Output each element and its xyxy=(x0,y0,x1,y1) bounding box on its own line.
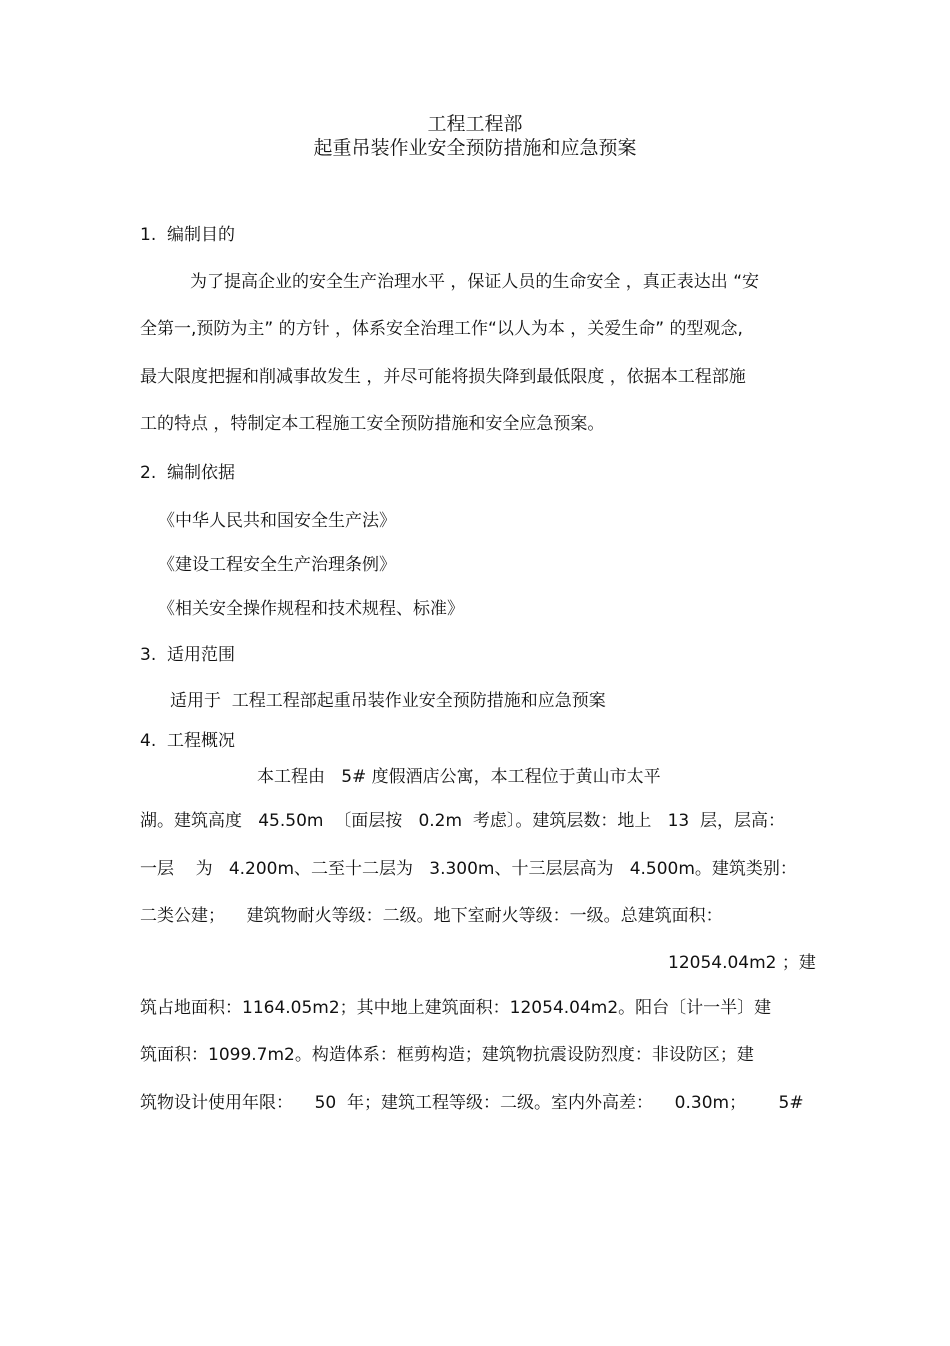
section-1-para-line: 为了提高企业的安全生产治理水平 ，保证人员的生命安全 ，真正表达出 “安 xyxy=(190,272,760,292)
reference-item: 《建设工程安全生产治理条例》 xyxy=(158,555,396,575)
section-1-para-line: 最大限度把握和削减事故发生 ，并尽可能将损失降到最低限度 ，依据本工程部施 xyxy=(140,367,746,387)
section-1-heading: 1. 编制目的 xyxy=(140,225,236,245)
document-title-project: 工程工程部 xyxy=(427,113,523,135)
section-4-line: 一层 为 4.200m、二至十二层为 3.300m、十三层层高为 4.500m。建筑类别： xyxy=(140,859,797,879)
section-4-line: 本工程由 5# 度假酒店公寓，本工程位于黄山市太平 xyxy=(257,767,661,787)
section-3-text: 适用于 工程工程部起重吊装作业安全预防措施和应急预案 xyxy=(170,691,606,711)
section-4-line: 12054.04m2 ；建 xyxy=(668,953,816,973)
section-4-heading: 4. 工程概况 xyxy=(140,731,236,751)
section-4-line: 筑物设计使用年限： 50 年；建筑工程等级：二级。室内外高差： 0.30m； 5# xyxy=(140,1093,804,1113)
document-title-main: 起重吊装作业安全预防措施和应急预案 xyxy=(313,137,637,159)
section-1-para-line: 工的特点 ，特制定本工程施工安全预防措施和安全应急预案。 xyxy=(140,414,605,434)
section-4-line: 湖。建筑高度 45.50m 〔面层按 0.2m 考虑〕。建筑层数：地上 13 层，层高： xyxy=(140,811,786,831)
reference-item: 《相关安全操作规程和技术规程、标准》 xyxy=(158,599,464,619)
section-1-para-line: 全第一,预防为主” 的方针 ，体系安全治理工作“以人为本 ，关爱生命” 的型观念, xyxy=(140,319,743,339)
section-4-line: 二类公建； 建筑物耐火等级：二级。地下室耐火等级：一级。总建筑面积： xyxy=(140,906,723,926)
reference-item: 《中华人民共和国安全生产法》 xyxy=(158,511,396,531)
section-2-heading: 2. 编制依据 xyxy=(140,463,236,483)
section-3-heading: 3. 适用范围 xyxy=(140,645,236,665)
section-4-line: 筑面积：1099.7m2。构造体系：框剪构造；建筑物抗震设防烈度：非设防区；建 xyxy=(140,1045,754,1065)
section-4-line: 筑占地面积：1164.05m2；其中地上建筑面积：12054.04m2。阳台〔计一半〕建 xyxy=(140,998,772,1018)
